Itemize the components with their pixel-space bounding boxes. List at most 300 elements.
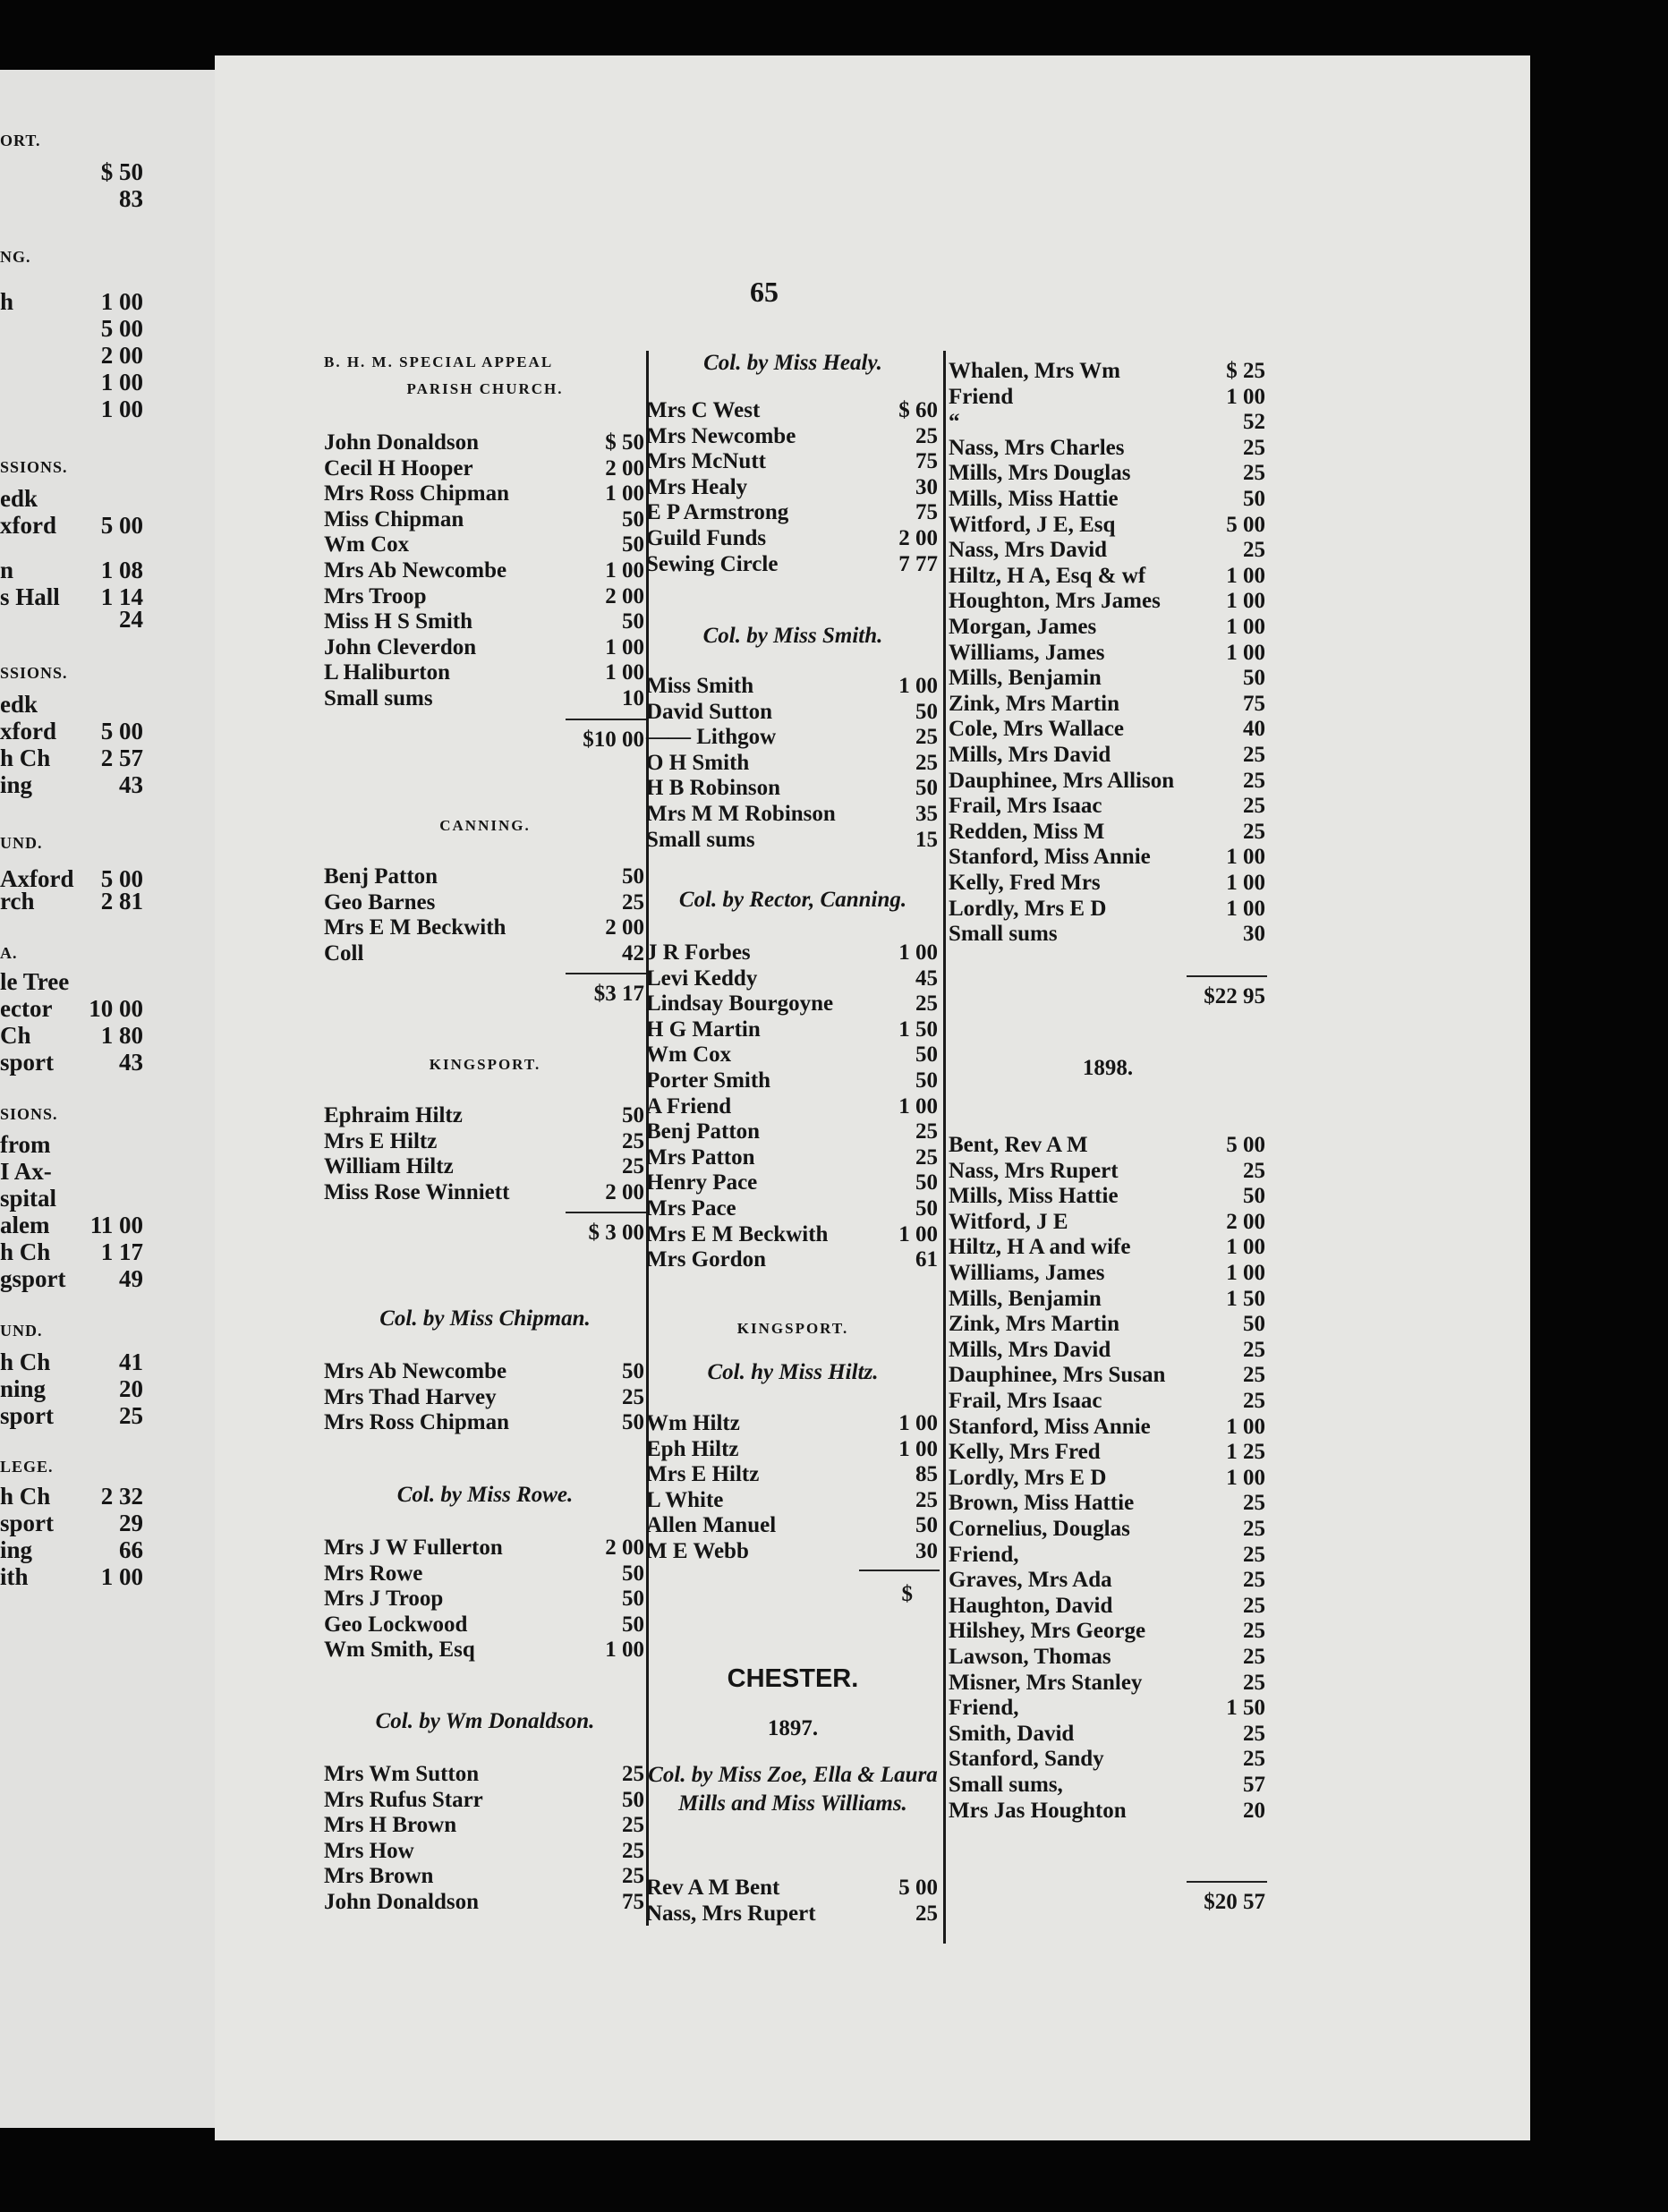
entry-row xyxy=(949,563,1267,590)
donation-amount: $ 60 xyxy=(898,398,938,422)
donation-amount: 2 00 xyxy=(605,1536,644,1560)
facing-page-line xyxy=(0,485,143,512)
facing-page-amount: 1 00 xyxy=(100,288,143,315)
donation-amount: 40 xyxy=(1243,717,1265,742)
facing-page-amount: 1 00 xyxy=(100,1563,143,1590)
donation-amount: 25 xyxy=(1243,1542,1265,1567)
facing-page-line xyxy=(0,968,143,995)
facing-page-line xyxy=(0,315,143,342)
donation-amount: $ 25 xyxy=(1226,359,1265,383)
entry-row xyxy=(324,455,646,482)
facing-page-line xyxy=(0,1510,143,1536)
facing-page-line xyxy=(0,288,143,315)
entry-row xyxy=(949,1234,1267,1261)
entry-row xyxy=(646,1068,940,1094)
entry-row xyxy=(949,793,1267,820)
facing-page-amount: 2 81 xyxy=(100,888,143,915)
entry-row xyxy=(949,1644,1267,1671)
entry-row xyxy=(324,532,646,558)
facing-page-line xyxy=(0,1348,143,1375)
donation-amount: 1 00 xyxy=(1226,1465,1265,1490)
entry-row xyxy=(324,1586,646,1612)
donation-amount: 75 xyxy=(915,500,938,525)
facing-page-line xyxy=(0,1101,143,1127)
facing-page-line xyxy=(0,606,143,633)
donation-amount: 25 xyxy=(915,991,938,1017)
donor-name: Mrs McNutt xyxy=(646,449,766,474)
donation-amount: 1 00 xyxy=(898,940,938,965)
entry-row xyxy=(949,435,1267,462)
entry-row xyxy=(949,486,1267,513)
donor-name: John Donaldson xyxy=(324,430,479,455)
entry-row xyxy=(949,870,1267,897)
donation-amount: 50 xyxy=(915,699,938,724)
donor-name: Lindsay Bourgoyne xyxy=(646,991,834,1017)
donation-amount: 1 00 xyxy=(898,1436,938,1461)
entry-row xyxy=(949,1746,1267,1773)
donor-name: Houghton, Mrs James xyxy=(949,589,1161,614)
facing-page-text: A. xyxy=(0,944,18,962)
entry-row xyxy=(324,1102,646,1129)
entry-row xyxy=(324,506,646,533)
donor-name: Hiltz, H A, Esq & wf xyxy=(949,563,1146,588)
facing-page-text: UND. xyxy=(0,1322,43,1340)
page-number: 65 xyxy=(750,276,779,308)
facing-page-amount: 20 xyxy=(119,1375,143,1402)
facing-page-text: h Ch xyxy=(0,1238,51,1265)
donor-name: Mrs Rowe xyxy=(324,1561,423,1586)
facing-page-line xyxy=(0,1238,143,1265)
donation-amount: 30 xyxy=(915,1539,938,1563)
donor-name: Nass, Mrs Charles xyxy=(949,435,1125,460)
facing-page-text: NG. xyxy=(0,248,31,266)
entry-row xyxy=(646,1144,940,1171)
donation-amount: 25 xyxy=(622,1813,644,1838)
donor-name: Mrs Healy xyxy=(646,474,748,499)
facing-page-amount: 25 xyxy=(119,1402,143,1429)
facing-page-text: ing xyxy=(0,1536,33,1563)
facing-page-text: h Ch xyxy=(0,744,51,771)
donation-amount: 25 xyxy=(1243,1158,1265,1183)
donor-name: Mrs H Brown xyxy=(324,1813,457,1838)
donor-name: Hiltz, H A and wife xyxy=(949,1235,1131,1260)
facing-page-line xyxy=(0,771,143,798)
facing-page-text: sport xyxy=(0,1402,54,1429)
donation-amount: 2 00 xyxy=(605,915,644,940)
donor-name: Lordly, Mrs E D xyxy=(949,1465,1107,1490)
donation-amount: 50 xyxy=(1243,487,1265,511)
donation-amount: 25 xyxy=(622,1838,644,1863)
donation-amount: 25 xyxy=(1243,1670,1265,1695)
donation-amount: 5 00 xyxy=(1226,1133,1265,1157)
donation-amount: 50 xyxy=(622,864,644,889)
kingsport-heading: KINGSPORT. xyxy=(736,1320,849,1337)
entry-row xyxy=(324,1612,646,1638)
facing-page-line xyxy=(0,1402,143,1429)
facing-page-amount: 49 xyxy=(119,1265,143,1292)
facing-page-line xyxy=(0,1453,143,1480)
entry-row xyxy=(646,673,940,700)
column-1 xyxy=(324,349,646,1942)
entry-row xyxy=(646,966,940,992)
entry-row xyxy=(324,430,646,456)
donor-name: M E Webb xyxy=(646,1539,749,1563)
donation-amount: 1 00 xyxy=(1226,615,1265,639)
facing-page-amount: 24 xyxy=(119,606,143,633)
donation-amount: 2 00 xyxy=(898,526,938,550)
donor-name: Mrs Troop xyxy=(324,583,427,608)
facing-page-line xyxy=(0,342,143,369)
donor-name: Witford, J E, Esq xyxy=(949,512,1116,537)
entry-row xyxy=(324,1761,646,1788)
entry-row xyxy=(949,640,1267,667)
entry-row xyxy=(949,819,1267,846)
facing-page-amount: 66 xyxy=(119,1536,143,1563)
facing-page-line xyxy=(0,1265,143,1292)
facing-page-amount: 5 00 xyxy=(100,718,143,744)
facing-page-text: UND. xyxy=(0,834,43,852)
entry-row xyxy=(646,1246,940,1273)
donor-name: Mills, Miss Hattie xyxy=(949,1184,1119,1209)
canning-total: $3 17 xyxy=(593,982,644,1007)
donor-name: Mills, Benjamin xyxy=(949,666,1102,691)
donor-name: Cole, Mrs Wallace xyxy=(949,717,1125,742)
hiltz-collection-title: Col. hy Miss Hiltz. xyxy=(707,1360,879,1384)
entry-row xyxy=(646,991,940,1017)
year-1898-heading: 1898. xyxy=(1082,1056,1134,1080)
year-1897-heading: 1897. xyxy=(767,1716,819,1740)
donation-amount: 25 xyxy=(915,1487,938,1512)
total-rule xyxy=(1187,1881,1267,1883)
entry-row xyxy=(646,1221,940,1248)
donation-amount: 25 xyxy=(1243,461,1265,486)
donation-amount: 85 xyxy=(915,1462,938,1487)
donor-name: Mrs J W Fullerton xyxy=(324,1536,503,1560)
donor-name: Dauphinee, Mrs Allison xyxy=(949,768,1175,793)
donor-name: “ xyxy=(949,410,960,435)
donor-name: William Hiltz xyxy=(324,1154,454,1179)
entry-row xyxy=(646,1901,940,1927)
donor-name: Brown, Miss Hattie xyxy=(949,1491,1135,1516)
donor-name: Cecil H Hooper xyxy=(324,455,473,481)
column-divider-right xyxy=(943,351,946,1944)
entry-row xyxy=(324,915,646,941)
donor-name: Wm Cox xyxy=(646,1042,732,1068)
smith-collection-title: Col. by Miss Smith. xyxy=(702,624,883,648)
donor-name: Witford, J E xyxy=(949,1209,1068,1234)
entry-row xyxy=(324,1787,646,1814)
facing-page-line xyxy=(0,1049,143,1076)
entry-row xyxy=(949,537,1267,564)
entry-row xyxy=(949,1337,1267,1364)
donor-name: Mills, Benjamin xyxy=(949,1286,1102,1311)
donation-amount: 25 xyxy=(1243,1491,1265,1516)
facing-page-line xyxy=(0,888,143,915)
entry-row xyxy=(949,1542,1267,1569)
donor-name: Stanford, Miss Annie xyxy=(949,1414,1151,1439)
donation-amount: 25 xyxy=(1243,794,1265,819)
donor-name: Small sums xyxy=(324,686,433,710)
entry-row xyxy=(324,557,646,584)
total-rule xyxy=(566,1212,646,1213)
entry-row xyxy=(646,1093,940,1120)
donor-name: Miss Smith xyxy=(646,674,754,698)
donation-amount: 75 xyxy=(1243,691,1265,716)
donation-amount: 1 00 xyxy=(1226,1261,1265,1285)
entry-row xyxy=(324,940,646,967)
entry-row xyxy=(949,1286,1267,1313)
facing-page-text: edk xyxy=(0,485,38,512)
donation-amount: 30 xyxy=(915,474,938,499)
donor-name: Mrs E Hiltz xyxy=(324,1128,438,1153)
entry-row xyxy=(949,460,1267,487)
entry-row xyxy=(949,1593,1267,1620)
donor-name: Small sums, xyxy=(949,1773,1063,1797)
donor-name: Benj Patton xyxy=(646,1119,761,1144)
donation-amount: 42 xyxy=(622,940,644,966)
entry-row xyxy=(324,1535,646,1561)
donation-amount: 25 xyxy=(1243,538,1265,563)
entry-row xyxy=(324,481,646,507)
donation-amount: 25 xyxy=(915,750,938,775)
facing-page-text: xford xyxy=(0,718,56,744)
donation-amount: 1 50 xyxy=(1226,1696,1265,1721)
entry-row xyxy=(949,1132,1267,1159)
donor-name: Williams, James xyxy=(949,1261,1105,1285)
donor-name: Williams, James xyxy=(949,640,1105,665)
entry-row xyxy=(949,1362,1267,1389)
donor-name: Mrs Ross Chipman xyxy=(324,1410,509,1435)
donor-name: Friend, xyxy=(949,1542,1019,1567)
entry-row xyxy=(646,940,940,966)
entry-row xyxy=(646,1017,940,1043)
facing-page-line xyxy=(0,127,143,154)
donation-amount: 25 xyxy=(915,1144,938,1170)
donation-amount: 1 00 xyxy=(605,481,644,506)
donation-amount: 1 00 xyxy=(605,660,644,685)
donation-amount: 1 50 xyxy=(898,1017,938,1042)
donor-name: Mrs J Troop xyxy=(324,1587,444,1612)
entry-row xyxy=(324,685,646,712)
donor-name: Henry Pace xyxy=(646,1170,758,1195)
total-rule xyxy=(1187,975,1267,977)
donation-amount: 50 xyxy=(622,532,644,557)
facing-page-amount: 29 xyxy=(119,1510,143,1536)
entry-row xyxy=(324,659,646,686)
donation-amount: 50 xyxy=(1243,1184,1265,1209)
donation-amount: 25 xyxy=(1243,435,1265,460)
donor-name: Mrs Gordon xyxy=(646,1247,767,1272)
donation-amount: 25 xyxy=(622,1154,644,1179)
donation-amount: 25 xyxy=(915,1119,938,1144)
total-rule xyxy=(859,1570,940,1571)
facing-page-line xyxy=(0,1131,143,1158)
donor-name: —— Lithgow xyxy=(646,725,777,750)
donation-amount: 50 xyxy=(622,609,644,634)
facing-page-amount: 41 xyxy=(119,1348,143,1375)
entry-row xyxy=(324,1812,646,1839)
donor-name: Dauphinee, Mrs Susan xyxy=(949,1363,1166,1388)
donor-name: Levi Keddy xyxy=(646,966,758,991)
donation-amount: 50 xyxy=(622,1787,644,1812)
entry-row xyxy=(646,775,940,802)
facing-page-text: Ch xyxy=(0,1022,31,1049)
rector-collection-title: Col. by Rector, Canning. xyxy=(678,888,907,912)
facing-page-amount: 10 00 xyxy=(89,995,143,1022)
entry-row xyxy=(949,1670,1267,1697)
donation-amount: 1 00 xyxy=(1226,896,1265,921)
kingsport-total: $ 3 00 xyxy=(588,1221,644,1246)
donation-amount: 30 xyxy=(1243,922,1265,947)
donation-amount: 45 xyxy=(915,966,938,991)
entry-row xyxy=(646,423,940,450)
donation-amount: 1 00 xyxy=(1226,384,1265,409)
donation-amount: 25 xyxy=(1243,819,1265,844)
donation-amount: 1 00 xyxy=(898,1411,938,1435)
facing-page-line xyxy=(0,1158,143,1185)
donation-amount: 50 xyxy=(915,1170,938,1195)
entry-row xyxy=(949,358,1267,385)
facing-page-line xyxy=(0,185,143,212)
facing-page-amount: 1 00 xyxy=(100,369,143,396)
donation-amount: 1 00 xyxy=(898,674,938,698)
donor-name: Mrs Ross Chipman xyxy=(324,481,509,506)
entry-row xyxy=(949,896,1267,923)
entry-row xyxy=(949,1439,1267,1466)
entry-row xyxy=(646,499,940,526)
donation-amount: 7 77 xyxy=(898,551,938,576)
facing-page-text: ORT. xyxy=(0,132,41,149)
donation-amount: 25 xyxy=(1243,1363,1265,1388)
facing-page-text: le Tree xyxy=(0,968,70,995)
facing-page-line xyxy=(0,557,143,583)
donor-name: Friend xyxy=(949,384,1014,409)
facing-page-text: edk xyxy=(0,691,38,718)
chester-heading: CHESTER. xyxy=(727,1664,859,1693)
facing-page-text: sport xyxy=(0,1049,54,1076)
facing-page-text: ector xyxy=(0,995,53,1022)
donation-amount: 25 xyxy=(1243,1389,1265,1413)
donation-amount: 25 xyxy=(1243,1747,1265,1772)
facing-page-amount: 1 08 xyxy=(100,557,143,583)
entry-row xyxy=(949,1209,1267,1236)
entry-row xyxy=(949,1618,1267,1645)
donor-name: Mrs E M Beckwith xyxy=(646,1221,829,1246)
facing-page-line xyxy=(0,1185,143,1212)
donation-amount: 50 xyxy=(622,1587,644,1612)
donor-name: Mills, Miss Hattie xyxy=(949,487,1119,511)
entry-row xyxy=(949,1490,1267,1517)
donor-name: Kelly, Mrs Fred xyxy=(949,1440,1101,1465)
entry-row xyxy=(646,1410,940,1437)
donor-name: John Donaldson xyxy=(324,1890,479,1914)
donor-name: Bent, Rev A M xyxy=(949,1133,1088,1157)
facing-page-amount: 83 xyxy=(119,185,143,212)
entry-row xyxy=(949,1772,1267,1799)
entry-row xyxy=(324,1637,646,1663)
facing-page-line xyxy=(0,1317,143,1344)
donor-name: Mrs Wm Sutton xyxy=(324,1762,480,1786)
donor-name: Sewing Circle xyxy=(646,551,779,576)
donation-amount: 25 xyxy=(1243,1517,1265,1541)
facing-page-text: ing xyxy=(0,771,33,798)
donor-name: Miss H S Smith xyxy=(324,609,473,634)
donation-amount: 2 00 xyxy=(605,1179,644,1204)
donation-amount: 25 xyxy=(915,1901,938,1926)
facing-page-line xyxy=(0,454,143,481)
entry-row xyxy=(324,583,646,610)
donor-name: Coll xyxy=(324,940,364,966)
facing-page-text: alem xyxy=(0,1212,50,1238)
donation-amount: 1 00 xyxy=(605,558,644,583)
facing-page-line xyxy=(0,1022,143,1049)
donor-name: Small sums xyxy=(949,922,1058,947)
donation-amount: 52 xyxy=(1243,410,1265,435)
donation-amount: 25 xyxy=(622,889,644,915)
donation-amount: 2 00 xyxy=(605,455,644,481)
donor-name: Zink, Mrs Martin xyxy=(949,691,1119,716)
entry-row xyxy=(949,1260,1267,1287)
facing-page-text: ith xyxy=(0,1563,29,1590)
facing-page-amount: 1 17 xyxy=(100,1238,143,1265)
entry-row xyxy=(949,1158,1267,1185)
entry-row xyxy=(324,1863,646,1890)
facing-page-amount: 2 57 xyxy=(100,744,143,771)
donor-name: David Sutton xyxy=(646,699,773,724)
entry-row xyxy=(949,691,1267,718)
donor-name: Porter Smith xyxy=(646,1068,771,1093)
donor-name: Mrs Brown xyxy=(324,1864,434,1889)
entry-row xyxy=(646,1195,940,1222)
column-2 xyxy=(646,349,940,1942)
donation-amount: 1 00 xyxy=(1226,845,1265,870)
donor-name: L Haliburton xyxy=(324,660,451,685)
entry-row xyxy=(646,1487,940,1514)
donor-name: L White xyxy=(646,1487,724,1512)
donation-amount: 2 00 xyxy=(1226,1209,1265,1234)
facing-page-text: SIONS. xyxy=(0,1105,58,1123)
donor-name: Kelly, Fred Mrs xyxy=(949,871,1101,895)
donor-name: Cornelius, Douglas xyxy=(949,1517,1130,1541)
facing-page-text: h xyxy=(0,288,14,315)
donor-name: Wm Smith, Esq xyxy=(324,1638,475,1663)
facing-page-amount: 43 xyxy=(119,771,143,798)
donation-amount: 50 xyxy=(1243,666,1265,691)
donor-name: H G Martin xyxy=(646,1017,761,1042)
entry-row xyxy=(949,1388,1267,1415)
entry-row xyxy=(949,921,1267,948)
entry-row xyxy=(949,1311,1267,1338)
donation-amount: 50 xyxy=(1243,1312,1265,1337)
chipman-collection-title: Col. by Miss Chipman. xyxy=(379,1306,591,1331)
donation-amount: 1 00 xyxy=(605,634,644,659)
donor-name: Mrs C West xyxy=(646,398,761,422)
donor-name: Mrs Newcombe xyxy=(646,423,796,448)
entry-row xyxy=(646,1875,940,1901)
facing-page-text: sport xyxy=(0,1510,54,1536)
donor-name: Mrs Jas Houghton xyxy=(949,1798,1127,1823)
healy-collection-title: Col. by Miss Healy. xyxy=(703,351,882,375)
facing-page-line xyxy=(0,830,143,856)
donation-amount: 50 xyxy=(622,1359,644,1383)
donor-name: Mrs Pace xyxy=(646,1196,736,1221)
donor-name: Miss Chipman xyxy=(324,506,464,532)
facing-page-text: SSIONS. xyxy=(0,664,68,682)
entry-row xyxy=(646,474,940,501)
donor-name: Lawson, Thomas xyxy=(949,1645,1111,1669)
facing-page-amount: 2 32 xyxy=(100,1483,143,1510)
entry-row xyxy=(949,409,1267,436)
